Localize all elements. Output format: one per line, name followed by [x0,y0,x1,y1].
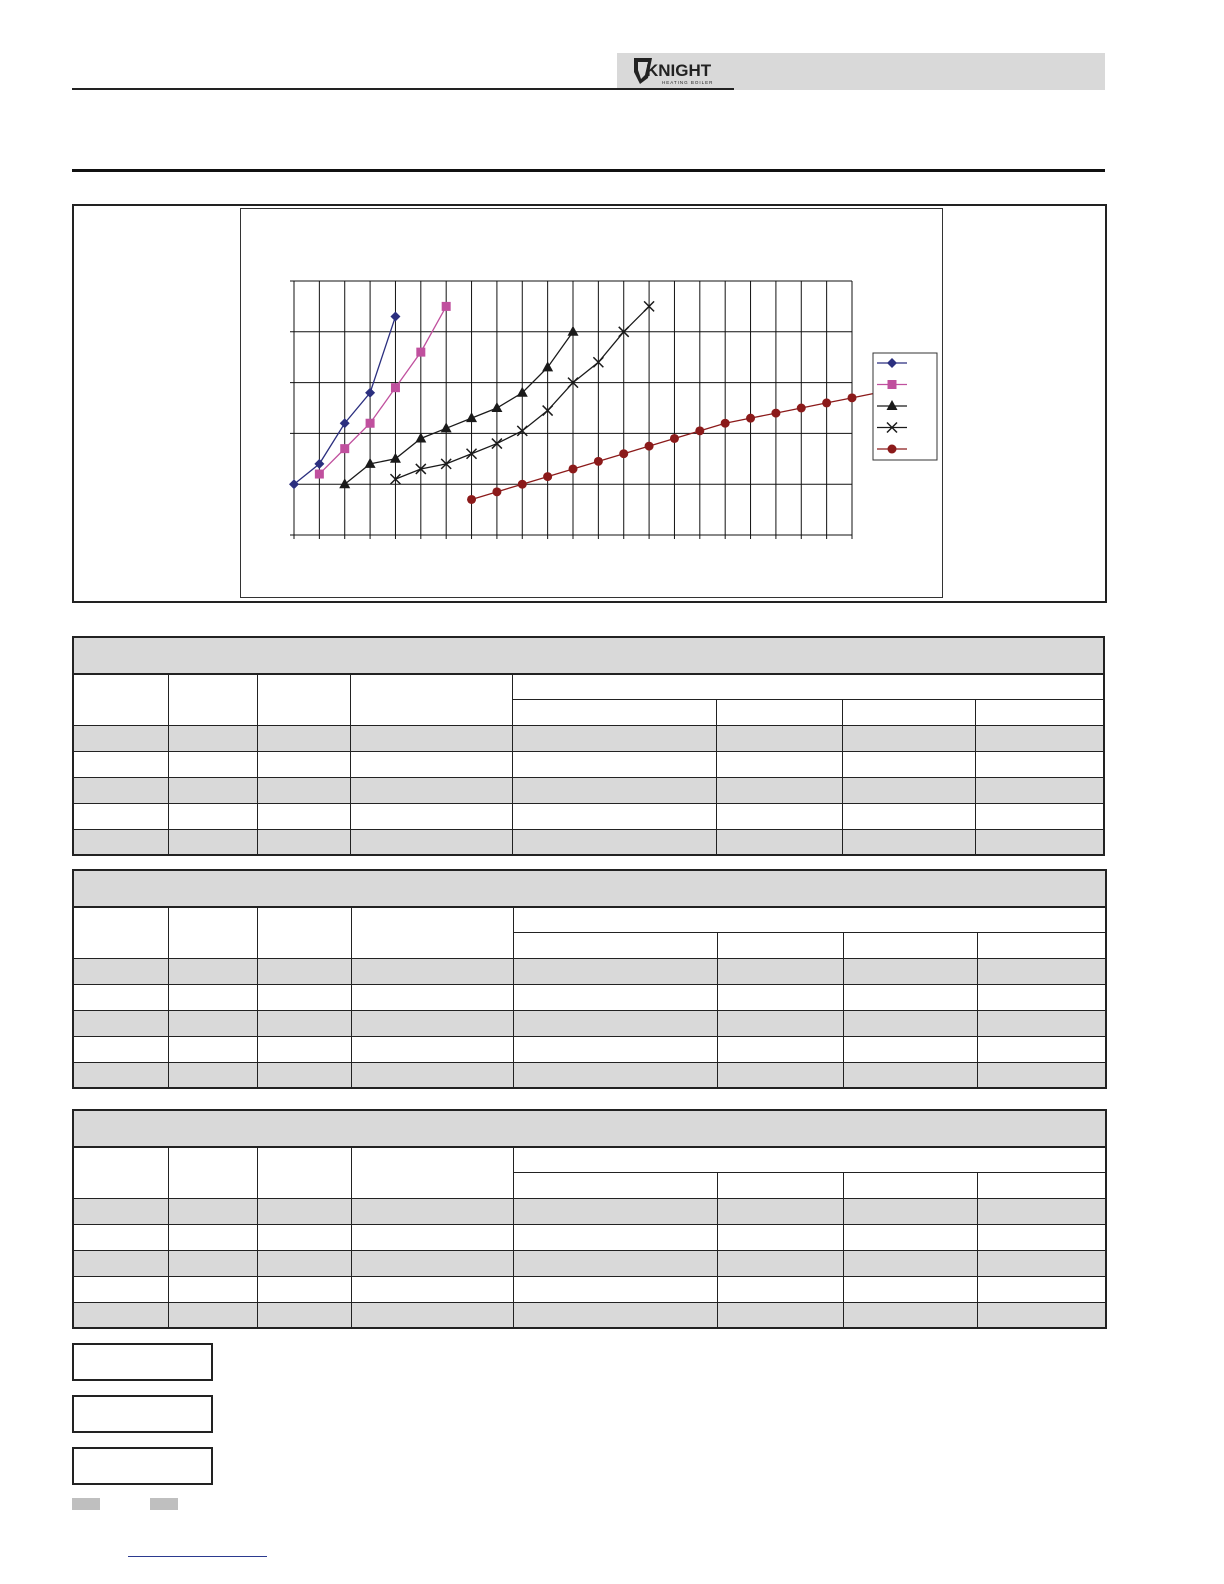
table-cell [258,984,351,1010]
table-row [73,1110,1106,1147]
table-cell [73,1198,168,1224]
table-cell [842,699,975,725]
table-cell [73,751,168,777]
table-row [73,1198,1106,1224]
table-cell [258,907,351,958]
table-cell [976,725,1104,751]
table-cell [842,777,975,803]
table-cell [258,1224,351,1250]
table-cell [977,1224,1105,1250]
table-cell [977,1302,1105,1328]
table-row [73,958,1106,984]
table-cell [168,1224,257,1250]
table-cell [168,984,257,1010]
table-cell [258,1036,351,1062]
table-cell [514,1147,1106,1172]
table-cell [257,751,350,777]
data-point [848,393,857,402]
table-cell [513,803,716,829]
table-cell [514,1302,718,1328]
table-row [73,1147,1106,1172]
header-rule [72,88,734,90]
legend-swatch-2 [150,1498,178,1510]
table-cell [168,674,257,725]
data-table-2 [72,869,1107,1089]
series-2 [315,302,451,479]
table-cell [73,1250,168,1276]
table-cell [351,1036,514,1062]
chart-grid [290,281,852,539]
data-point [416,348,425,357]
table-title-bar [73,637,1104,674]
table-cell [351,1276,514,1302]
data-point [797,404,806,413]
data-point [340,444,349,453]
table-row [73,1302,1106,1328]
table-cell [977,1010,1105,1036]
table-cell [514,1036,718,1062]
table-cell [717,1224,843,1250]
footer-link-underline[interactable] [128,1556,267,1557]
table-cell [73,1010,168,1036]
data-point [645,442,654,451]
section-rule [72,169,1105,172]
data-point [695,426,704,435]
table-cell [844,1302,978,1328]
table-cell [258,1198,351,1224]
table-cell [977,1276,1105,1302]
knight-logo [630,54,730,88]
table-cell [513,674,1104,699]
table-cell [168,777,257,803]
table-cell [351,1147,514,1198]
table-cell [258,1147,351,1198]
table-row [73,1276,1106,1302]
table-cell [842,829,975,855]
table-cell [168,958,257,984]
table-cell [977,984,1105,1010]
data-point [391,383,400,392]
table-cell [168,803,257,829]
table-cell [168,907,257,958]
data-point [442,302,451,311]
table-cell [716,829,842,855]
table-cell [976,777,1104,803]
table-cell [258,1010,351,1036]
table-cell [514,958,718,984]
table-cell [73,984,168,1010]
table-cell [514,984,718,1010]
table-cell [351,958,514,984]
chart-legend [873,353,937,460]
note-box-2 [72,1395,213,1433]
table-cell [351,1224,514,1250]
table-cell [844,1010,978,1036]
table-cell [258,1062,351,1088]
legend-swatch-1 [72,1498,100,1510]
data-point [543,472,552,481]
table-cell [842,725,975,751]
table-title-bar [73,870,1106,907]
table-cell [168,1062,257,1088]
table-cell [717,1062,843,1088]
table-cell [257,725,350,751]
data-point [619,449,628,458]
table-cell [514,1250,718,1276]
data-point [491,402,502,412]
table-row [73,984,1106,1010]
table-cell [73,958,168,984]
data-point [315,470,324,479]
table-cell [716,751,842,777]
table-cell [717,958,843,984]
table-cell [514,1172,718,1198]
table-cell [514,1198,718,1224]
table-cell [842,751,975,777]
table-cell [977,1062,1105,1088]
table-cell [257,777,350,803]
table-cell [351,829,513,855]
table-cell [977,932,1105,958]
table-cell [168,1198,257,1224]
table-cell [976,829,1104,855]
table-cell [168,1147,257,1198]
table-cell [168,1302,257,1328]
table-cell [844,1062,978,1088]
table-cell [976,803,1104,829]
table-cell [257,803,350,829]
table-row [73,777,1104,803]
table-cell [844,1036,978,1062]
table-row [73,907,1106,932]
table-cell [351,725,513,751]
table-cell [977,1036,1105,1062]
table-cell [351,907,514,958]
data-table-1 [72,636,1105,856]
table-cell [257,674,350,725]
table-row [73,725,1104,751]
data-point [670,434,679,443]
table-cell [976,699,1104,725]
data-point [339,478,350,488]
table-cell [514,1224,718,1250]
data-point [822,398,831,407]
table-row [73,870,1106,907]
data-point [746,414,755,423]
table-row [73,674,1104,699]
table-cell [514,932,718,958]
table-cell [844,1198,978,1224]
table-cell [73,1036,168,1062]
table-cell [514,1062,718,1088]
data-point [569,464,578,473]
table-cell [168,829,257,855]
table-cell [73,1062,168,1088]
table-cell [73,1302,168,1328]
table-cell [73,674,168,725]
table-cell [168,751,257,777]
table-cell [73,829,168,855]
table-cell [513,829,716,855]
series-3 [339,326,578,488]
data-point [721,419,730,428]
table-cell [258,1302,351,1328]
data-point [594,457,603,466]
table-cell [844,984,978,1010]
table-cell [976,751,1104,777]
table-row [73,1062,1106,1088]
data-point [390,312,400,322]
table-title-bar [73,1110,1106,1147]
data-point [467,495,476,504]
table-cell [844,1172,978,1198]
table-cell [168,1036,257,1062]
table-cell [977,1198,1105,1224]
note-box-3 [72,1447,213,1485]
table-cell [717,1010,843,1036]
table-cell [717,1276,843,1302]
table-cell [716,699,842,725]
table-cell [514,907,1106,932]
table-cell [73,1224,168,1250]
table-cell [168,725,257,751]
table-cell [351,803,513,829]
data-point [366,419,375,428]
data-point [771,409,780,418]
performance-chart [240,208,943,598]
data-table-3 [72,1109,1107,1329]
table-cell [168,1250,257,1276]
table-cell [351,777,513,803]
brand-text: KNIGHT [646,61,712,80]
table-cell [844,958,978,984]
table-cell [351,984,514,1010]
table-cell [716,777,842,803]
data-point [492,487,501,496]
series-line-3 [345,332,573,484]
table-row [73,1250,1106,1276]
table-cell [351,1010,514,1036]
table-cell [717,1172,843,1198]
table-cell [716,803,842,829]
table-cell [513,725,716,751]
table-cell [351,1062,514,1088]
table-cell [514,1010,718,1036]
table-row [73,637,1104,674]
data-point [568,326,579,336]
table-cell [977,1250,1105,1276]
table-cell [73,725,168,751]
table-cell [351,674,513,725]
table-cell [717,984,843,1010]
table-cell [168,1010,257,1036]
table-cell [73,803,168,829]
table-cell [73,777,168,803]
table-row [73,1036,1106,1062]
table-cell [717,1198,843,1224]
table-row [73,1010,1106,1036]
table-cell [73,1147,168,1198]
table-cell [717,1250,843,1276]
table-cell [844,1224,978,1250]
table-cell [513,699,716,725]
table-cell [717,1302,843,1328]
legend-marker [888,445,897,454]
table-cell [844,1250,978,1276]
table-cell [977,1172,1105,1198]
table-cell [257,829,350,855]
table-cell [73,907,168,958]
table-cell [351,1198,514,1224]
table-cell [258,958,351,984]
table-cell [258,1250,351,1276]
table-cell [513,751,716,777]
table-cell [716,725,842,751]
table-cell [514,1276,718,1302]
table-cell [351,751,513,777]
table-row [73,751,1104,777]
table-row [73,803,1104,829]
table-cell [844,1276,978,1302]
note-box-1 [72,1343,213,1381]
table-cell [977,958,1105,984]
legend-marker [888,380,897,389]
table-cell [351,1302,514,1328]
table-cell [842,803,975,829]
table-cell [513,777,716,803]
table-cell [717,932,843,958]
table-cell [73,1276,168,1302]
table-cell [258,1276,351,1302]
table-cell [351,1250,514,1276]
table-cell [717,1036,843,1062]
table-row [73,829,1104,855]
brand-subtext: HEATING BOILER [662,80,714,85]
data-point [518,480,527,489]
data-point [390,453,401,463]
table-cell [168,1276,257,1302]
table-cell [844,932,978,958]
table-row [73,1224,1106,1250]
